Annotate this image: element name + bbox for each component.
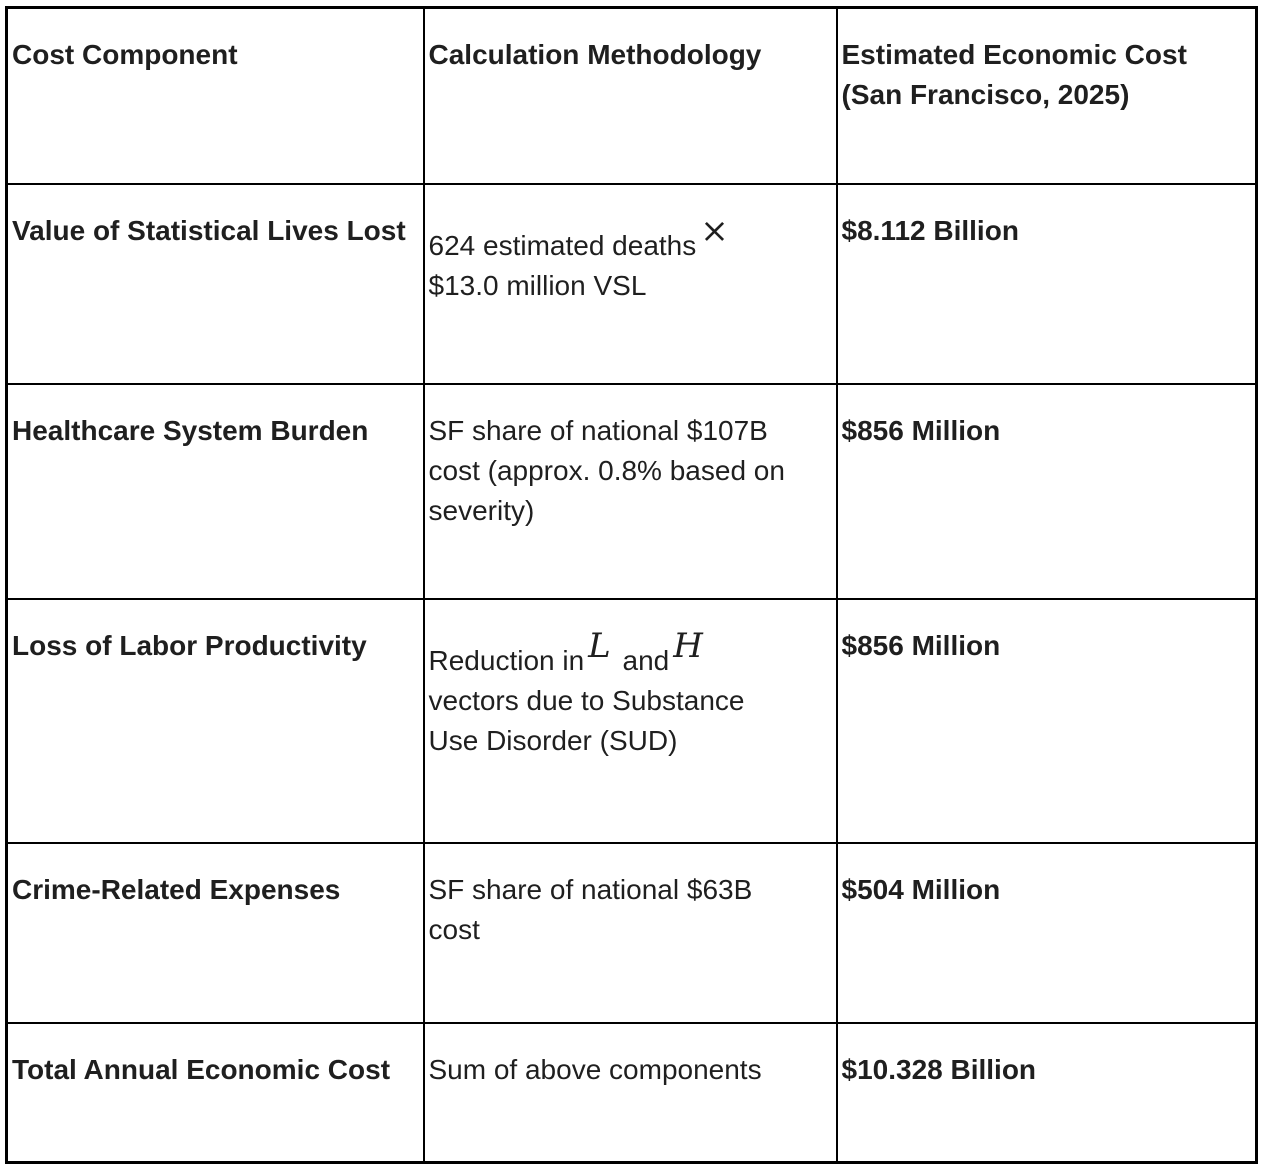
cost-table xyxy=(5,6,1258,1164)
methodology-line xyxy=(429,721,832,761)
table-row xyxy=(7,384,1257,599)
table-row xyxy=(7,1023,1257,1163)
cell-calculation-methodology xyxy=(424,384,837,599)
text-segment: 624 estimated deaths xyxy=(428,229,697,261)
table-header xyxy=(7,8,1257,184)
cell-cost-component: Loss of Labor Productivity xyxy=(7,599,424,843)
cell-calculation-methodology xyxy=(424,843,837,1023)
methodology-line xyxy=(429,870,832,910)
cell-calculation-methodology xyxy=(424,1023,837,1163)
methodology-line xyxy=(429,626,832,681)
text-segment: cost (approx. 0.8% based on xyxy=(428,454,785,486)
text-segment: SF share of national $63B xyxy=(428,873,753,905)
text-segment: Use Disorder (SUD) xyxy=(428,724,678,756)
methodology-line xyxy=(429,910,832,950)
math-symbol: L xyxy=(588,625,611,666)
table-body xyxy=(7,184,1257,1163)
text-segment: $13.0 million VSL xyxy=(428,269,647,301)
cell-estimated-cost: $856 Million xyxy=(837,599,1257,843)
cell-cost-component: Total Annual Economic Cost xyxy=(7,1023,424,1163)
cell-cost-component: Crime-Related Expenses xyxy=(7,843,424,1023)
cell-cost-component: Healthcare System Burden xyxy=(7,384,424,599)
text-segment: cost xyxy=(428,913,480,945)
header-row xyxy=(7,8,1257,184)
cell-cost-component: Value of Statistical Lives Lost xyxy=(7,184,424,384)
cell-estimated-cost: $10.328 Billion xyxy=(837,1023,1257,1163)
text-segment: severity) xyxy=(428,494,535,526)
table-row xyxy=(7,843,1257,1023)
methodology-line xyxy=(429,1050,832,1090)
text-segment: Reduction in xyxy=(428,644,585,676)
table-row xyxy=(7,184,1257,384)
column-header-calculation-methodology: Calculation Methodology xyxy=(424,8,837,184)
methodology-line xyxy=(429,451,832,491)
column-header-cost-component: Cost Component xyxy=(7,8,424,184)
methodology-line xyxy=(429,211,832,266)
cell-estimated-cost: $504 Million xyxy=(837,843,1257,1023)
text-segment: vectors due to Substance xyxy=(428,684,745,716)
table-row xyxy=(7,599,1257,843)
methodology-line xyxy=(429,681,832,721)
text-segment: SF share of national $107B xyxy=(428,414,768,446)
methodology-line xyxy=(429,491,832,531)
math-symbol: H xyxy=(673,625,703,666)
text-segment: and xyxy=(614,644,670,676)
math-symbol: × xyxy=(700,210,729,251)
column-header-estimated-economic-cost: Estimated Economic Cost (San Francisco, 2025) xyxy=(837,8,1257,184)
methodology-line xyxy=(429,411,832,451)
cell-estimated-cost: $856 Million xyxy=(837,384,1257,599)
cell-calculation-methodology xyxy=(424,599,837,843)
cell-calculation-methodology xyxy=(424,184,837,384)
text-segment: Sum of above components xyxy=(428,1053,762,1085)
methodology-line xyxy=(429,266,832,306)
cell-estimated-cost: $8.112 Billion xyxy=(837,184,1257,384)
